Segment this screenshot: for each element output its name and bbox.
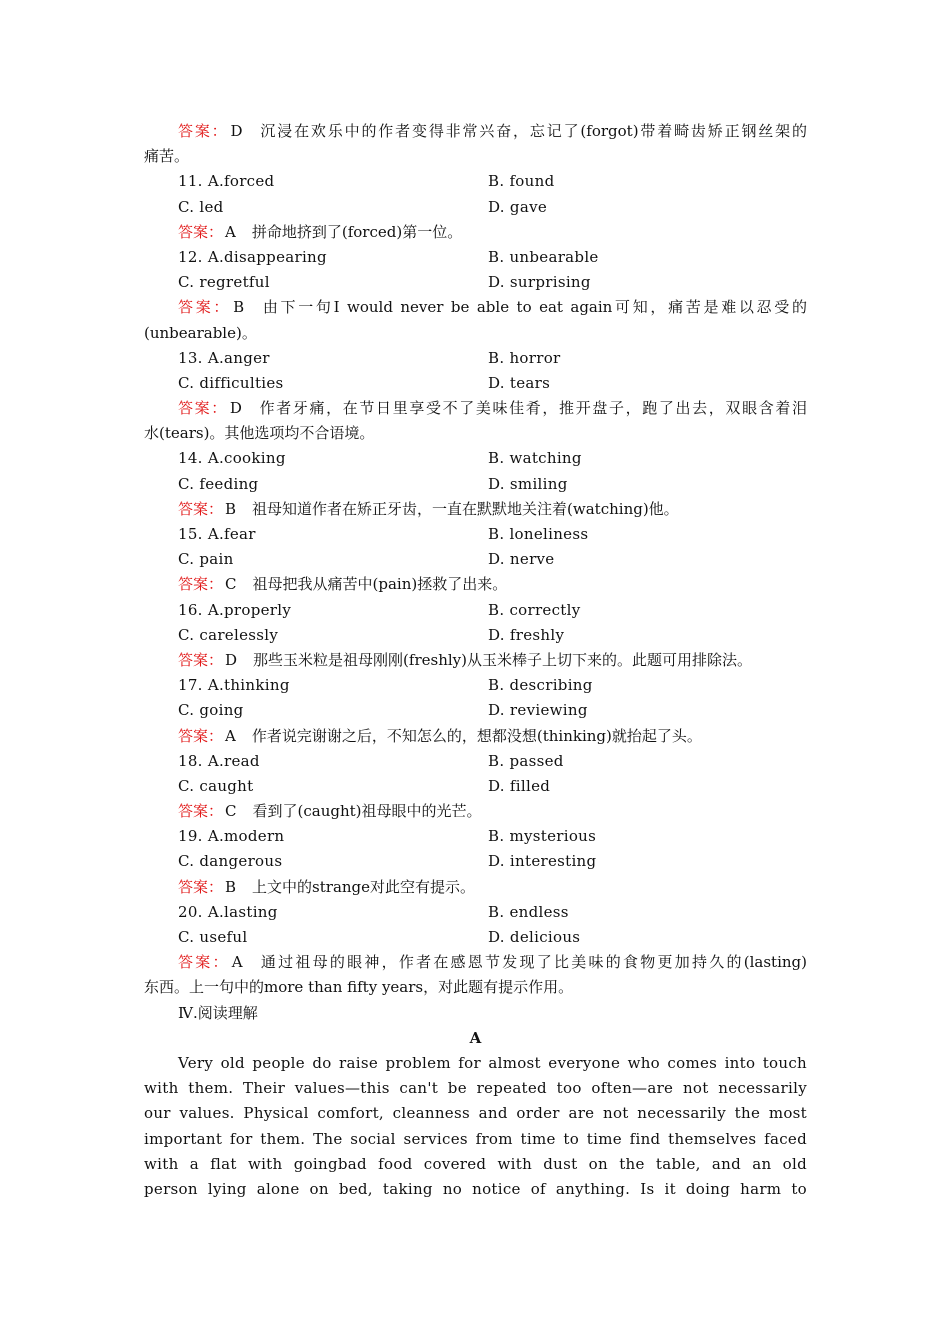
option-c: C. carelessly bbox=[178, 625, 279, 644]
option-d: D. tears bbox=[488, 373, 551, 392]
section-heading: Ⅳ.阅读理解 bbox=[178, 1003, 258, 1022]
question-row bbox=[144, 774, 807, 799]
question-row bbox=[144, 824, 807, 849]
option-d: D. smiling bbox=[488, 474, 568, 493]
question-row bbox=[144, 446, 807, 471]
option-a: 11. A.forced bbox=[178, 172, 275, 191]
answer-text: 祖母知道作者在矫正牙齿，一直在默默地关注着(watching)他。 bbox=[252, 499, 679, 518]
answer-label: 答案： bbox=[178, 399, 228, 418]
answer-line bbox=[144, 572, 807, 597]
answer-letter: D bbox=[229, 399, 242, 418]
passage-line: our values. Physical comfort, cleanness and order are not necessarily the most bbox=[144, 1104, 807, 1123]
option-b: B. endless bbox=[488, 902, 569, 921]
option-d: D. freshly bbox=[488, 625, 565, 644]
option-d: D. delicious bbox=[488, 928, 581, 946]
answer-text: 作者牙痛，在节日里享受不了美味佳肴，推开盘子，跑了出去，双眼含着泪 bbox=[257, 399, 807, 418]
answer-letter: A bbox=[231, 953, 243, 972]
question-row bbox=[144, 849, 807, 874]
option-c: C. pain bbox=[178, 550, 234, 569]
question-row bbox=[144, 598, 807, 623]
question-row bbox=[144, 346, 807, 371]
option-c: C. difficulties bbox=[178, 373, 284, 392]
option-d: D. interesting bbox=[488, 852, 597, 871]
answer-text: 由下一句I would never be able to eat again可知，痛苦是难以忍受的 bbox=[260, 298, 807, 317]
answer-line bbox=[144, 119, 807, 144]
answer-text: 通过祖母的眼神，作者在感恩节发现了比美味的食物更加持久的(lasting) bbox=[258, 953, 807, 972]
option-d: D. nerve bbox=[488, 550, 555, 569]
option-b: B. describing bbox=[488, 676, 593, 695]
passage-line: Very old people do raise problem for almost everyone who comes into touch bbox=[178, 1053, 807, 1072]
answer-line bbox=[144, 648, 807, 673]
option-b: B. unbearable bbox=[488, 247, 599, 266]
answer-text: 上文中的strange对此空有提示。 bbox=[252, 877, 476, 896]
option-a: 18. A.read bbox=[178, 751, 260, 770]
answer-line bbox=[144, 295, 807, 320]
option-c: C. going bbox=[178, 701, 244, 720]
answer-letter: D bbox=[225, 650, 238, 669]
answer-label: 答案： bbox=[178, 499, 224, 518]
answer-label: 答案： bbox=[178, 953, 230, 972]
option-b: B. passed bbox=[488, 751, 564, 770]
passage-line: with them. Their values—this can't be repeated too often—are not necessarily bbox=[144, 1079, 807, 1098]
option-b: B. correctly bbox=[488, 600, 581, 619]
answer-line bbox=[144, 396, 807, 421]
option-b: B. mysterious bbox=[488, 827, 597, 846]
question-row bbox=[144, 900, 807, 925]
question-row bbox=[144, 673, 807, 698]
answer-line-continued: 痛苦。 bbox=[144, 147, 190, 166]
answer-text: 沉浸在欢乐中的作者变得非常兴奋，忘记了(forgot)带着畸齿矫正钢丝架的 bbox=[258, 122, 807, 140]
option-a: 15. A.fear bbox=[178, 525, 256, 543]
option-d: D. filled bbox=[488, 776, 551, 795]
answer-line bbox=[144, 724, 807, 749]
question-row bbox=[144, 749, 807, 774]
passage-line: person lying alone on bed, taking no notice of anything. Is it doing harm to bbox=[144, 1179, 807, 1198]
passage-line: with a flat with goingbad food covered with dust on the table, and an old bbox=[144, 1154, 807, 1173]
answer-letter: B bbox=[233, 298, 245, 317]
option-c: C. feeding bbox=[178, 474, 259, 493]
answer-line bbox=[144, 799, 807, 824]
option-a: 13. A.anger bbox=[178, 348, 270, 367]
option-a: 14. A.cooking bbox=[178, 449, 286, 468]
answer-label: 答案： bbox=[178, 650, 224, 669]
answer-text: 那些玉米粒是祖母刚刚(freshly)从玉米棒子上切下来的。此题可用排除法。 bbox=[253, 650, 752, 669]
option-a: 12. A.disappearing bbox=[178, 247, 327, 266]
option-a: 17. A.thinking bbox=[178, 676, 290, 695]
passage-title: A bbox=[469, 1028, 482, 1047]
option-d: D. gave bbox=[488, 197, 548, 216]
answer-label: 答案： bbox=[178, 298, 232, 317]
question-row bbox=[144, 270, 807, 295]
option-c: C. useful bbox=[178, 928, 248, 946]
option-d: D. reviewing bbox=[488, 701, 588, 720]
answer-letter: B bbox=[225, 877, 237, 896]
answer-line bbox=[144, 497, 807, 522]
question-row bbox=[144, 547, 807, 572]
option-b: B. watching bbox=[488, 449, 582, 468]
answer-text: 看到了(caught)祖母眼中的光芒。 bbox=[252, 802, 482, 821]
question-row bbox=[144, 169, 807, 194]
option-c: C. dangerous bbox=[178, 852, 283, 871]
answer-line-continued: 水(tears)。其他选项均不合语境。 bbox=[144, 424, 375, 443]
question-row bbox=[144, 371, 807, 396]
passage-line: important for them. The social services from time to time find themselves faced bbox=[144, 1129, 807, 1148]
answer-letter: D bbox=[230, 122, 243, 140]
answer-letter: A bbox=[225, 222, 236, 241]
option-b: B. horror bbox=[488, 348, 561, 367]
answer-text: 祖母把我从痛苦中(pain)拯救了出来。 bbox=[252, 575, 508, 594]
option-b: B. loneliness bbox=[488, 525, 589, 543]
option-a: 20. A.lasting bbox=[178, 902, 278, 921]
answer-line bbox=[144, 950, 807, 975]
answer-letter: C bbox=[225, 575, 237, 594]
answer-line-continued: (unbearable)。 bbox=[144, 323, 257, 342]
answer-text: 拼命地挤到了(forced)第一位。 bbox=[251, 222, 463, 241]
answer-letter: C bbox=[225, 802, 237, 821]
answer-letter: B bbox=[225, 499, 237, 518]
question-row bbox=[144, 522, 807, 547]
question-row bbox=[144, 623, 807, 648]
answer-label: 答案： bbox=[178, 222, 224, 241]
question-row bbox=[144, 245, 807, 270]
option-c: C. led bbox=[178, 197, 224, 216]
option-c: C. regretful bbox=[178, 273, 270, 292]
answer-line bbox=[144, 220, 807, 245]
answer-text: 作者说完谢谢之后，不知怎么的，想都没想(thinking)就抬起了头。 bbox=[251, 726, 702, 745]
option-c: C. caught bbox=[178, 776, 254, 795]
document-content bbox=[144, 119, 807, 1202]
option-b: B. found bbox=[488, 172, 555, 191]
option-a: 19. A.modern bbox=[178, 827, 285, 846]
answer-label: 答案： bbox=[178, 726, 224, 745]
answer-letter: A bbox=[225, 726, 236, 745]
question-row bbox=[144, 698, 807, 723]
answer-label: 答案： bbox=[178, 122, 229, 140]
option-a: 16. A.properly bbox=[178, 600, 292, 619]
option-d: D. surprising bbox=[488, 273, 591, 292]
answer-label: 答案： bbox=[178, 575, 224, 594]
question-row bbox=[144, 925, 807, 950]
question-row bbox=[144, 195, 807, 220]
answer-label: 答案： bbox=[178, 802, 224, 821]
answer-label: 答案： bbox=[178, 877, 224, 896]
answer-line bbox=[144, 875, 807, 900]
question-row bbox=[144, 472, 807, 497]
answer-line-continued: 东西。上一句中的more than fifty years，对此题有提示作用。 bbox=[144, 978, 574, 997]
